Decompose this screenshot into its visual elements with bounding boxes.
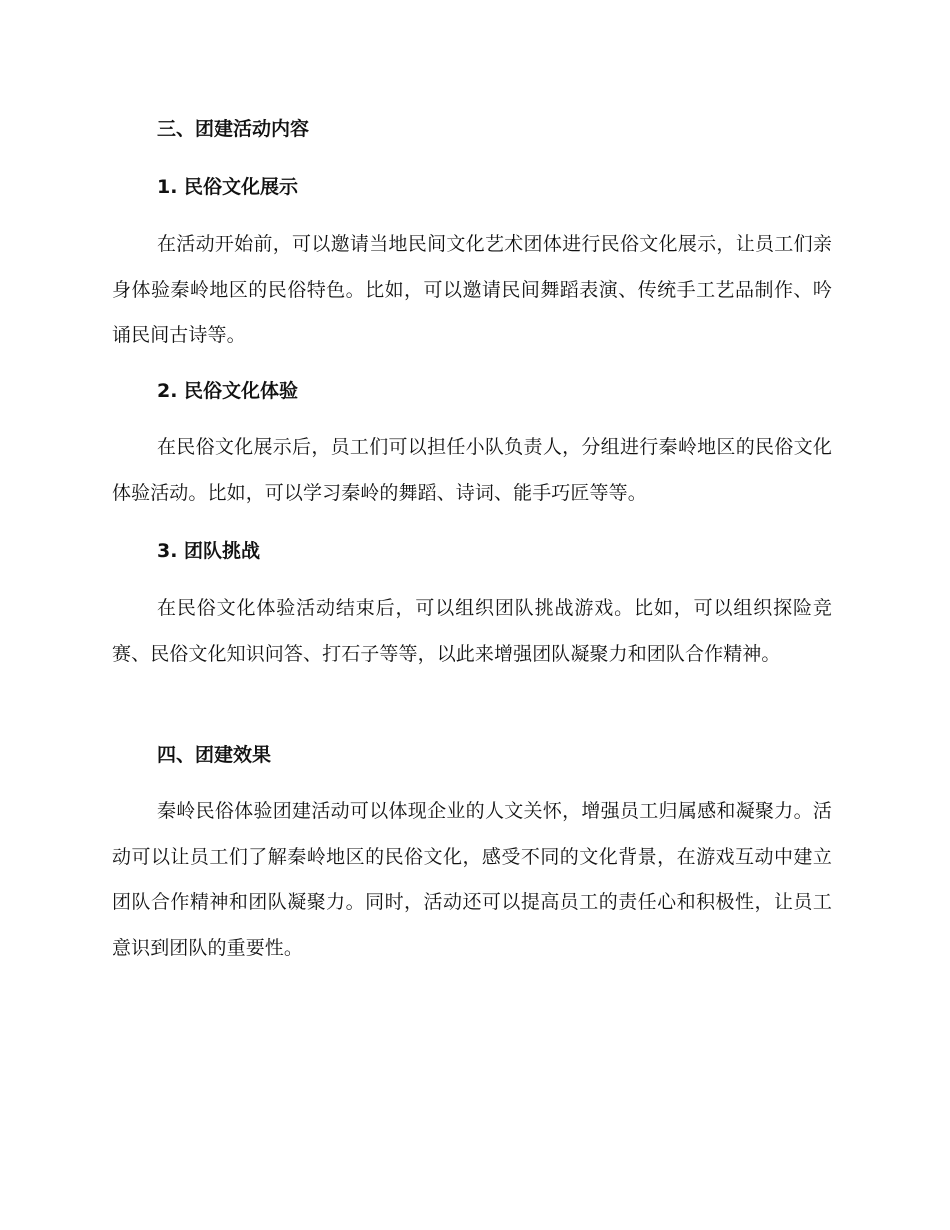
section-4-body: 秦岭民俗体验团建活动可以体现企业的人文关怀，增强员工归属感和凝聚力。活动可以让员工们了解秦岭地区的民俗文化，感受不同的文化背景，在游戏互动中建立团队合作精神和团队凝聚力。同时，活动还可以提高员工的责任心和积极性，让员工意识到团队的重要性。 (112, 800, 832, 959)
section-3-title: 三、团建活动内容 (157, 118, 310, 140)
item-2-heading: 2. 民俗文化体验 (157, 380, 299, 402)
item-1-body: 在活动开始前，可以邀请当地民间文化艺术团体进行民俗文化展示，让员工们亲身体验秦岭地区的民俗特色。比如，可以邀请民间舞蹈表演、传统手工艺品制作、吟诵民间古诗等。 (112, 233, 832, 346)
item-2-body: 在民俗文化展示后，员工们可以担任小队负责人，分组进行秦岭地区的民俗文化体验活动。比如，可以学习秦岭的舞蹈、诗词、能手巧匠等等。 (112, 436, 832, 504)
item-3-heading: 3. 团队挑战 (157, 540, 261, 562)
item-1-heading: 1. 民俗文化展示 (157, 176, 299, 198)
item-3-body: 在民俗文化体验活动结束后，可以组织团队挑战游戏。比如，可以组织探险竞赛、民俗文化知识问答、打石子等等，以此来增强团队凝聚力和团队合作精神。 (112, 597, 832, 665)
section-4-title: 四、团建效果 (157, 744, 272, 766)
